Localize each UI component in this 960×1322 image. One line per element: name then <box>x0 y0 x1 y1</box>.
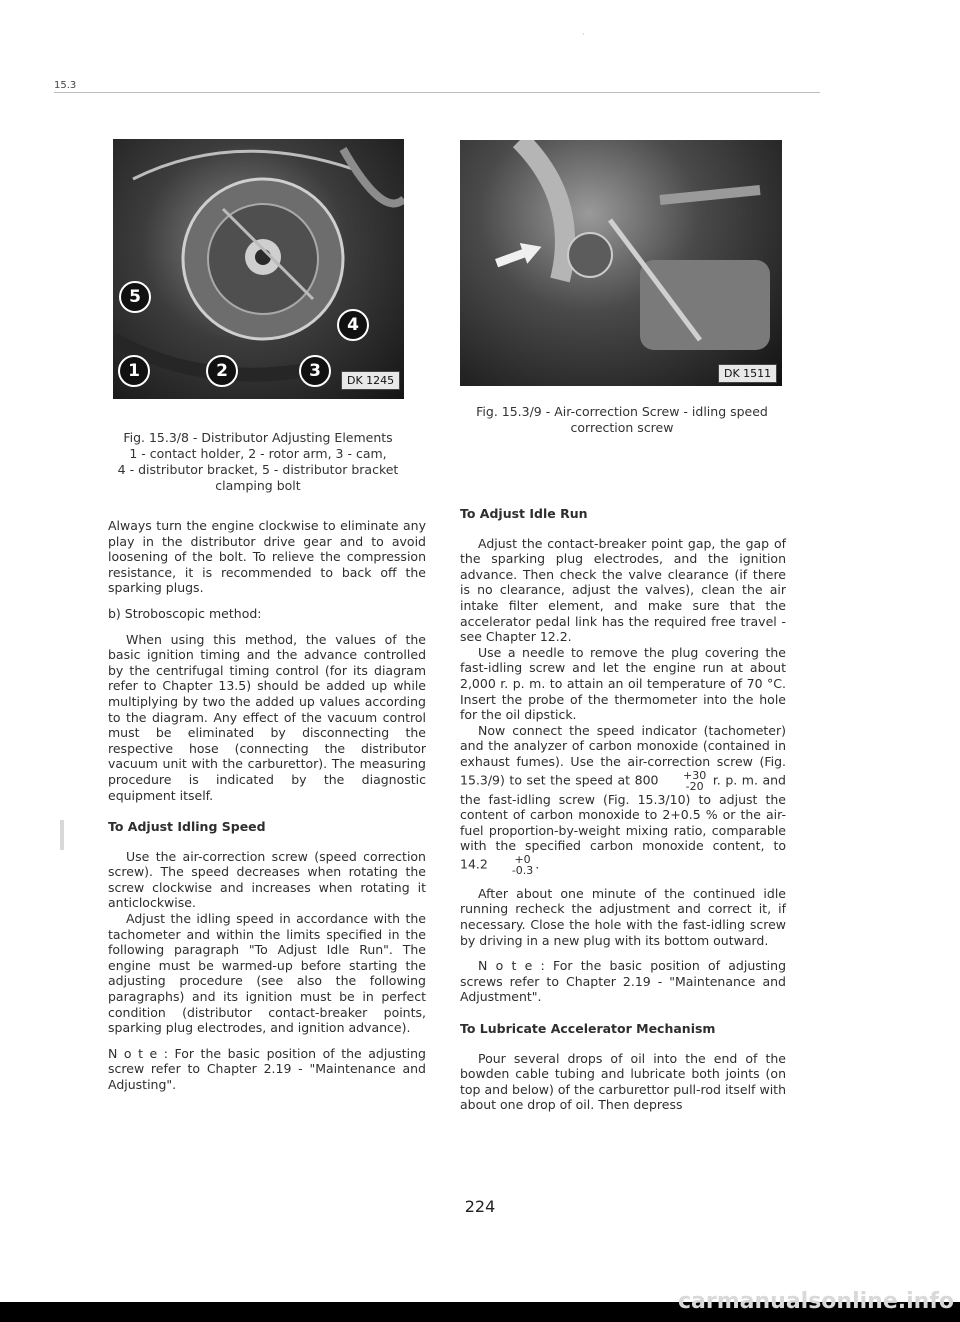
section-heading: To Lubricate Accelerator Mechanism <box>460 1021 716 1037</box>
right-column <box>460 506 786 1123</box>
paragraph: Use the air-correction screw (speed correction screw). The speed decreases when rotating the screw clockwise and increases when rotating it anticlockwise. <box>108 848 426 911</box>
speed-tolerance <box>665 770 706 792</box>
section-heading: To Adjust Idling Speed <box>108 819 266 835</box>
section-heading: To Adjust Idle Run <box>460 506 588 521</box>
header-rule <box>54 92 820 93</box>
distributor-photo <box>113 139 404 399</box>
tolerance-minus: -0.3 <box>511 863 534 877</box>
section-number: 15.3 <box>54 80 77 91</box>
caption-line: 4 - distributor bracket, 5 - distributor bracket <box>117 462 399 477</box>
note-paragraph: N o t e : For the basic position of the adjusting screw refer to Chapter 2.19 - "Maintenance and Adjusting". <box>108 1045 426 1092</box>
figure-caption-left <box>108 430 408 494</box>
left-column <box>108 518 426 1103</box>
text-run: . <box>535 856 540 872</box>
paragraph: Always turn the engine clockwise to eliminate any play in the distributor drive gear and to avoid loosening of the bolt. To relieve the compression resistance, it is recommended to back off the sparking plugs. <box>108 518 426 596</box>
text-run: r. p. m. and the fast-idling screw (Fig. 15.3/10) to adjust the content of carbon monoxide to 2+0.5 % or the air-fuel proportion-by-weight mixing ratio, comparable with the specified carbon monoxide content, to 14.2 <box>460 772 786 872</box>
scan-speck: · <box>582 30 585 39</box>
paragraph: Adjust the idling speed in accordance with the tachometer and within the limits specified in the following paragraph "To Adjust Idle Run". The engine must be warmed-up before starting the adjusting procedure (see also the following paragraphs) and its ignition must be in perfect condition (distributor contact-breaker points, sparking plug electrodes, and ignition advance). <box>108 911 426 1036</box>
figure-caption-right <box>460 404 784 436</box>
caption-line: 1 - contact holder, 2 - rotor arm, 3 - cam, <box>129 446 387 461</box>
text-run: Now connect the speed indicator (tachometer) and the analyzer of carbon monoxide (contained in exhaust fumes). Use the air-correction screw (Fig. 15.3/9) to set the speed at 800 <box>460 722 786 787</box>
paragraph: Adjust the contact-breaker point gap, the gap of the sparking plug electrodes, and the ignition advance. Then check the valve clearance (if there is no clearance, adjust the valves), clean the air intake filter element, and make sure that the accelerator pedal link has the required free travel - see Chapter 12.2. <box>460 535 786 645</box>
paragraph: Use a needle to remove the plug covering the fast-idling screw and let the engine run at about 2,000 r. p. m. to attain an oil temperature of 70 °C. Insert the probe of the thermometer into the hole for the oil dipstick. <box>460 644 786 723</box>
page-number: 224 <box>464 1197 496 1216</box>
paragraph: b) Stroboscopic method: <box>108 605 262 621</box>
distributor-illustration <box>113 139 404 399</box>
callout-1: 1 <box>118 355 150 387</box>
paragraph: After about one minute of the continued idle running recheck the adjustment and correct it, if necessary. Close the hole with the fast-idling screw by driving in a new plug with its bottom outward. <box>460 885 786 948</box>
caption-line: clamping bolt <box>215 478 301 493</box>
callout-2: 2 <box>206 355 238 387</box>
caption-title: Fig. 15.3/9 - Air-correction Screw - idling speed <box>476 404 768 419</box>
tolerance-plus: +0 <box>514 852 531 866</box>
caption-line: correction screw <box>570 420 674 435</box>
figure-badge: DK 1245 <box>341 371 400 390</box>
caption-title: Fig. 15.3/8 - Distributor Adjusting Elements <box>123 430 393 445</box>
paragraph: Pour several drops of oil into the end of the bowden cable tubing and lubricate both joints (on top and below) of the carburettor pull-rod itself with about one drop of oil. Then depress <box>460 1050 786 1113</box>
paragraph: When using this method, the values of the basic ignition timing and the advance controlled by the centrifugal timing control (for its diagram refer to Chapter 13.5) should be added up while multiplying by two the added up values according to the diagram. Any effect of the vacuum control must be eliminated by disconnecting the respective hose (connecting the distributor vacuum unit with the carburettor). The measuring procedure is indicated by the diagnostic equipment itself. <box>108 631 426 803</box>
callout-3: 3 <box>299 355 331 387</box>
watermark: carmanualsonline.info <box>678 1289 954 1314</box>
callout-4: 4 <box>337 309 369 341</box>
paragraph <box>460 723 786 876</box>
ratio-tolerance <box>494 854 533 876</box>
tolerance-minus: -20 <box>685 779 704 793</box>
callout-5: 5 <box>119 281 151 313</box>
tolerance-plus: +30 <box>683 768 707 782</box>
scan-mark <box>60 820 64 850</box>
note-paragraph: N o t e : For the basic position of adjusting screws refer to Chapter 2.19 - "Maintenance and Adjustment". <box>460 958 786 1005</box>
figure-badge: DK 1511 <box>718 364 777 383</box>
carburettor-photo <box>460 140 782 386</box>
